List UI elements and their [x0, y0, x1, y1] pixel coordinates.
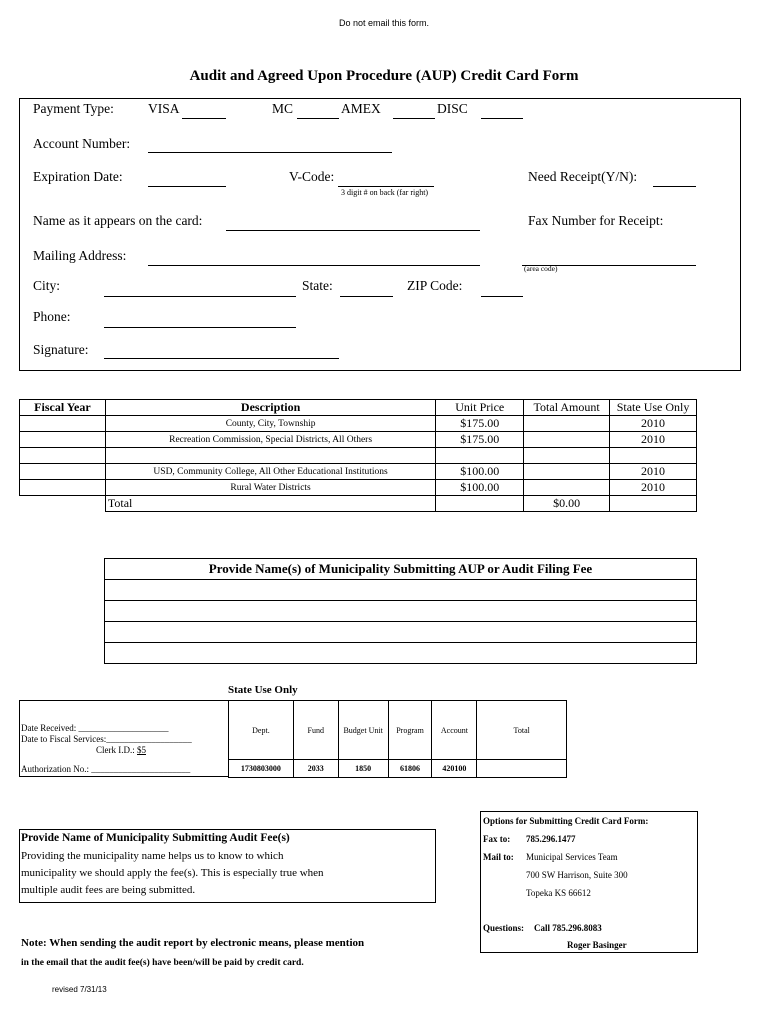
program-header: Program: [388, 701, 432, 760]
description-cell: [105, 448, 435, 464]
questions-value: Call 785.296.8083: [534, 923, 602, 933]
contact-name: Roger Basinger: [567, 940, 627, 950]
total-row: [20, 496, 697, 512]
total-value[interactable]: [477, 760, 567, 778]
account-header: Account: [432, 701, 477, 760]
municipality-names-title: Provide Name(s) of Municipality Submitting AUP or Audit Filing Fee: [105, 559, 697, 580]
fund-value: 2033: [293, 760, 338, 778]
v-code-label: V-Code:: [289, 169, 335, 184]
mail-line-3: Topeka KS 66612: [526, 888, 591, 898]
mail-line-2: 700 SW Harrison, Suite 300: [526, 870, 628, 880]
table-row: [20, 480, 697, 496]
fund-header: Fund: [293, 701, 338, 760]
state-use-header: State Use Only: [610, 400, 697, 416]
total-label: Total: [105, 496, 435, 512]
disc-label: DISC: [437, 101, 468, 116]
payment-type-label: Payment Type:: [33, 101, 114, 116]
table-row: [20, 432, 697, 448]
total-header: Total: [477, 701, 567, 760]
v-code-hint: 3 digit # on back (far right): [341, 188, 429, 197]
revised-date: revised 7/31/13: [52, 985, 107, 994]
mailing-address-label: Mailing Address:: [33, 248, 127, 263]
authorization-number: Authorization No.: ______________________: [21, 764, 191, 774]
fiscal-year-header: Fiscal Year: [20, 400, 106, 416]
total-amount-value: $0.00: [524, 496, 610, 512]
visa-field[interactable]: [182, 118, 226, 119]
description-header: Description: [105, 400, 435, 416]
table-row: [20, 464, 697, 480]
amex-field[interactable]: [393, 118, 435, 119]
clerk-id: [96, 745, 146, 755]
fiscal-year-cell[interactable]: [20, 480, 106, 496]
phone-label: Phone:: [33, 309, 71, 324]
name-on-card-label: Name as it appears on the card:: [33, 213, 203, 228]
zip-field[interactable]: [481, 296, 523, 297]
fax-label: Fax to:: [483, 834, 511, 844]
program-value: 61806: [388, 760, 432, 778]
budget-unit-value: 1850: [338, 760, 388, 778]
state-use-cell: 2010: [610, 480, 697, 496]
expiration-date-label: Expiration Date:: [33, 169, 123, 184]
visa-label: VISA: [148, 101, 180, 116]
municipality-names-table: [104, 558, 697, 664]
state-field[interactable]: [340, 296, 393, 297]
municipality-info-line-3: multiple audit fees are being submitted.: [21, 884, 196, 896]
total-amount-cell[interactable]: [524, 464, 610, 480]
form-title: Audit and Agreed Upon Procedure (AUP) Credit Card Form: [189, 68, 579, 84]
mc-field[interactable]: [297, 118, 339, 119]
unit-price-cell: $100.00: [436, 464, 524, 480]
note-line-1: Note: When sending the audit report by electronic means, please mention: [21, 937, 365, 949]
fax-number-label: Fax Number for Receipt:: [528, 213, 664, 228]
need-receipt-label: Need Receipt(Y/N):: [528, 169, 638, 184]
mail-label: Mail to:: [483, 852, 514, 862]
total-amount-cell[interactable]: [524, 480, 610, 496]
options-title: Options for Submitting Credit Card Form:: [483, 816, 649, 826]
budget-unit-header: Budget Unit: [338, 701, 388, 760]
fiscal-year-cell[interactable]: [20, 432, 106, 448]
state-use-cell: 2010: [610, 416, 697, 432]
unit-price-cell: $100.00: [436, 480, 524, 496]
amex-label: AMEX: [341, 101, 381, 116]
mc-label: MC: [272, 101, 294, 116]
state-use-title: State Use Only: [228, 684, 298, 696]
total-amount-cell[interactable]: [524, 416, 610, 432]
description-cell: Rural Water Districts: [105, 480, 435, 496]
account-number-label: Account Number:: [33, 136, 131, 151]
zip-label: ZIP Code:: [407, 278, 463, 293]
municipality-name-row[interactable]: [105, 580, 697, 601]
state-use-cell: 2010: [610, 464, 697, 480]
city-label: City:: [33, 278, 61, 293]
fax-value: 785.296.1477: [526, 834, 576, 844]
email-notice: Do not email this form.: [338, 18, 430, 28]
municipality-info-title: Provide Name of Municipality Submitting Audit Fee(s): [21, 832, 290, 844]
table-row: [20, 448, 697, 464]
municipality-name-row[interactable]: [105, 643, 697, 664]
disc-field[interactable]: [481, 118, 523, 119]
unit-price-header: Unit Price: [436, 400, 524, 416]
note-line-2: in the email that the audit fee(s) have been/will be paid by credit card.: [21, 958, 304, 968]
dept-header: Dept.: [229, 701, 294, 760]
signature-label: Signature:: [33, 342, 89, 357]
mail-line-1: Municipal Services Team: [526, 852, 618, 862]
municipality-name-row[interactable]: [105, 622, 697, 643]
date-received: Date Received: ____________________: [21, 723, 169, 733]
state-label: State:: [302, 278, 333, 293]
name-on-card-field[interactable]: [226, 230, 480, 231]
municipality-info-line-2: municipality we should apply the fee(s). This is especially true when: [21, 867, 324, 879]
account-codes-table: [228, 700, 567, 778]
area-code-hint: (area code): [524, 264, 558, 273]
fee-table: [19, 399, 697, 512]
municipality-info-line-1: Providing the municipality name helps us to know to which: [21, 850, 284, 862]
account-value: 420100: [432, 760, 477, 778]
dept-value: 1730803000: [229, 760, 294, 778]
fiscal-year-cell[interactable]: [20, 464, 106, 480]
unit-price-cell: $175.00: [436, 416, 524, 432]
description-cell: County, City, Township: [105, 416, 435, 432]
signature-field[interactable]: [104, 358, 339, 359]
mailing-address-field[interactable]: [148, 265, 480, 266]
phone-field[interactable]: [104, 327, 296, 328]
v-code-field[interactable]: [338, 186, 434, 187]
total-amount-header: Total Amount: [524, 400, 610, 416]
questions-label: Questions:: [483, 923, 525, 933]
need-receipt-field[interactable]: [653, 186, 696, 187]
account-number-field[interactable]: [148, 152, 392, 153]
total-amount-cell[interactable]: [524, 448, 610, 464]
total-amount-cell[interactable]: [524, 432, 610, 448]
expiration-date-field[interactable]: [148, 186, 226, 187]
unit-price-cell: $175.00: [436, 432, 524, 448]
fiscal-year-cell[interactable]: [20, 416, 106, 432]
description-cell: Recreation Commission, Special Districts, All Others: [105, 432, 435, 448]
date-fiscal-services: Date to Fiscal Services:___________________: [21, 734, 192, 744]
municipality-name-row[interactable]: [105, 601, 697, 622]
clerk-id-label: Clerk I.D.:: [96, 745, 135, 755]
description-cell: USD, Community College, All Other Educational Institutions: [105, 464, 435, 480]
city-field[interactable]: [104, 296, 296, 297]
state-use-cell: [610, 448, 697, 464]
unit-price-cell: [436, 448, 524, 464]
table-row: [20, 416, 697, 432]
fiscal-year-cell[interactable]: [20, 448, 106, 464]
state-use-cell: 2010: [610, 432, 697, 448]
clerk-id-value: $5: [137, 745, 146, 755]
